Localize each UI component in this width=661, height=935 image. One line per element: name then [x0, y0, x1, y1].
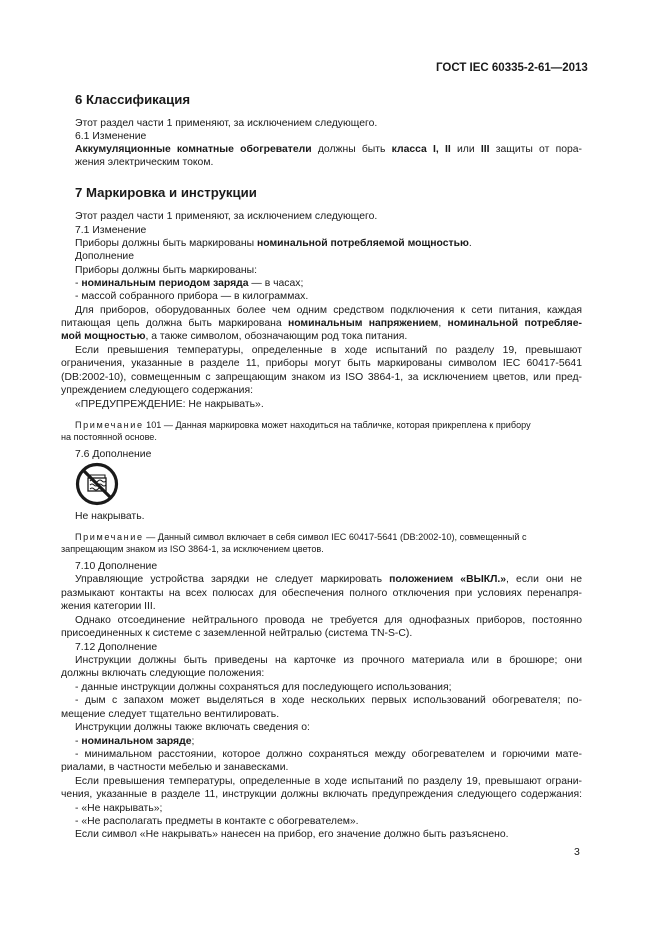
off-position-paragraph-line1: Управляющие устройства зарядки не следует маркировать положением «ВЫКЛ.», если они не [75, 574, 582, 585]
supply-paragraph-line1: Для приборов, оборудованных более чем одним средством подключения к сети питания, каждая [75, 305, 582, 316]
note-101-line2: на постоянной основе. [61, 432, 157, 442]
do-not-cover-icon [75, 462, 119, 506]
instruction-item-line2: мещение следует тщательно вентилировать. [61, 709, 280, 720]
page-number: 3 [574, 846, 580, 858]
note-symbol: Примечание — Данный символ включает в себя символ IEC 60417-5641 (DB:2002-10), совмещенный с [75, 532, 527, 542]
note-101: Примечание 101 — Данная маркировка может находиться на табличке, которая прикреплена к прибору [75, 420, 531, 430]
supply-paragraph-line2: питающая цепь должна быть маркирована номинальным напряжением, номинальной потребляе- [61, 318, 582, 329]
warning-item: - «Не располагать предметы в контакте с обогревателем». [75, 816, 359, 827]
section-6-title: 6 Классификация [75, 92, 191, 107]
subsection-7-10: 7.10 Дополнение [75, 561, 158, 572]
marking-list-item: - номинальным периодом заряда — в часах; [75, 278, 304, 289]
instructions-info-intro: Инструкции должны также включать сведения о: [75, 722, 310, 733]
temperature-instructions-line2: чения, указанные в разделе 11, инструкции должны включать предупреждения следующего содержания: [61, 789, 582, 800]
note-symbol-line2: запрещающим знаком из ISO 3864-1, за исключением цветов. [61, 544, 324, 554]
temperature-instructions-line1: Если превышения температуры, определенные в ходе испытаний по разделу 19, превышают ограни- [75, 776, 582, 787]
neutral-paragraph-line2: присоединенных к системе с заземленной нейтралью (система TN-S-C). [61, 628, 413, 639]
off-position-paragraph-line2: размыкают контакты на всех полюсах для обеспечения полного отключения при условиях перенапря- [61, 588, 582, 599]
section-6-intro: Этот раздел части 1 применяют, за исключением следующего. [75, 118, 378, 129]
instruction-item: - дым с запахом может выделяться в ходе нескольких первых использований обогревателя; по- [75, 695, 582, 706]
supply-paragraph-line3: мой мощностью, а также символом, обозначающим род тока питания. [61, 331, 408, 342]
instructions-paragraph-line1: Инструкции должны быть приведены на карточке из прочного материала или в брошюре; они [75, 655, 582, 666]
temperature-paragraph-line3: (DB:2002-10), совмещенным с запрещающим знаком из ISO 3864-1, за исключением цветов, или пред- [61, 372, 582, 383]
warning-text: «ПРЕДУПРЕЖДЕНИЕ: Не накрывать». [75, 399, 264, 410]
instruction-item: - данные инструкции должны сохраняться для последующего использования; [75, 682, 452, 693]
subsection-7-12: 7.12 Дополнение [75, 642, 158, 653]
neutral-paragraph-line1: Однако отсоединение нейтрального провода не требуется для однофазных приборов, постоянно [75, 615, 582, 626]
section-6-paragraph: Аккумуляционные комнатные обогреватели должны быть класса I, II или III защиты от пора- [75, 144, 582, 155]
symbol-caption: Не накрывать. [75, 511, 145, 522]
subsection-7-6: 7.6 Дополнение [75, 449, 152, 460]
addition-label: Дополнение [75, 251, 135, 262]
marking-requirement: Приборы должны быть маркированы номинальной потребляемой мощностью. [75, 238, 472, 249]
instruction-item: - минимальном расстоянии, которое должно сохраняться между обогревателем и горючими мате- [75, 749, 582, 760]
section-6-paragraph-line2: жения электрическим током. [75, 157, 214, 168]
section-7-intro: Этот раздел части 1 применяют, за исключением следующего. [75, 211, 378, 222]
section-7-title: 7 Маркировка и инструкции [75, 185, 257, 200]
instruction-item-line2: риалами, в частности мебелью и занавесками. [61, 762, 289, 773]
subsection-7-1: 7.1 Изменение [75, 225, 147, 236]
warning-item: - «Не накрывать»; [75, 803, 163, 814]
off-position-paragraph-line3: жения категории III. [61, 601, 156, 612]
subsection-6-1: 6.1 Изменение [75, 131, 147, 142]
temperature-paragraph-line4: упреждением следующего содержания: [61, 385, 253, 396]
document-id: ГОСТ IEC 60335-2-61—2013 [436, 62, 588, 74]
instruction-item: - номинальном заряде; [75, 736, 195, 747]
temperature-paragraph-line2: ограничения, указанные в разделе 11, приборы могут быть маркированы символом IEC 60417-5641 [61, 358, 582, 369]
marking-list-item: - массой собранного прибора — в килограммах. [75, 291, 309, 302]
instructions-paragraph-line2: должны включать следующие положения: [61, 668, 265, 679]
marking-list-intro: Приборы должны быть маркированы: [75, 265, 257, 276]
symbol-explanation: Если символ «Не накрывать» нанесен на прибор, его значение должно быть разъяснено. [75, 829, 509, 840]
temperature-paragraph-line1: Если превышения температуры, определенные в ходе испытаний по разделу 19, превышают [75, 345, 582, 356]
